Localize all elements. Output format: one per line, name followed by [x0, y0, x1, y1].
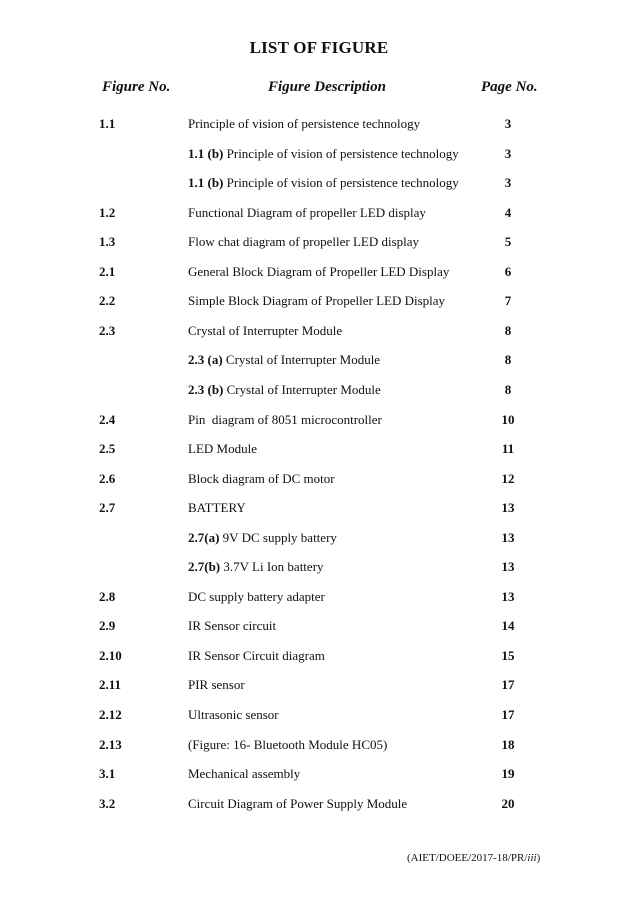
figure-number: 2.7: [99, 500, 116, 515]
header-figure-description: Figure Description: [268, 79, 386, 95]
figure-page-number: 11: [501, 441, 515, 456]
header-page-no: Page No.: [481, 79, 538, 95]
figure-description-text: LED Module: [188, 441, 257, 456]
figure-row: [0, 766, 638, 786]
figure-sub-number: 2.7(b): [188, 559, 221, 574]
figure-page-number: 13: [501, 559, 515, 574]
figure-row: [0, 441, 638, 461]
figure-row: [0, 707, 638, 727]
figure-row: [0, 382, 638, 402]
figure-description-text: Mechanical assembly: [188, 766, 301, 781]
figure-row: [0, 412, 638, 432]
figure-number: 2.8: [99, 589, 116, 604]
figure-description: [188, 146, 459, 162]
figure-page-number: 3: [504, 116, 512, 131]
figure-sub-number: 1.1 (b): [188, 175, 224, 190]
figure-page-number: 8: [504, 352, 512, 367]
figure-number: 2.11: [99, 677, 122, 692]
figure-description: [188, 618, 276, 634]
figure-description-text: Pin diagram of 8051 microcontroller: [188, 412, 382, 427]
figure-description-text: Ultrasonic sensor: [188, 707, 279, 722]
figure-page-number: 18: [501, 737, 515, 752]
figure-sub-number: 2.3 (a): [188, 352, 223, 367]
figure-description-text: Principle of vision of persistence technology: [223, 146, 459, 161]
figure-page-number: 6: [504, 264, 512, 279]
figure-row: [0, 471, 638, 491]
footer-page-roman: iii: [527, 852, 537, 864]
figure-page-number: 8: [504, 323, 512, 338]
figure-description: [188, 293, 445, 309]
figure-number: 2.9: [99, 618, 116, 633]
figure-description: [188, 352, 380, 368]
figure-description: [188, 412, 382, 428]
figure-sub-number: 2.3 (b): [188, 382, 224, 397]
figure-description: [188, 175, 459, 191]
figure-row: [0, 175, 638, 195]
figure-description: [188, 648, 325, 664]
figure-row: [0, 559, 638, 579]
figure-number: 2.10: [99, 648, 122, 663]
figure-description-text: Circuit Diagram of Power Supply Module: [188, 796, 408, 811]
figure-description-text: Flow chat diagram of propeller LED display: [188, 234, 420, 249]
figure-page-number: 19: [501, 766, 515, 781]
figure-description-text: General Block Diagram of Propeller LED Display: [188, 264, 450, 279]
figure-description-text: Block diagram of DC motor: [188, 471, 335, 486]
figure-page-number: 14: [501, 618, 515, 633]
figure-sub-number: 2.7(a): [188, 530, 220, 545]
figure-description: [188, 234, 419, 250]
figure-number: 1.3: [99, 234, 116, 249]
figure-description-text: IR Sensor circuit: [188, 618, 277, 633]
figure-row: [0, 796, 638, 816]
figure-page-number: 3: [504, 175, 512, 190]
figure-row: [0, 618, 638, 638]
figure-description-text: Functional Diagram of propeller LED display: [188, 205, 426, 220]
footer-close: ): [536, 852, 541, 864]
figure-row: [0, 146, 638, 166]
figure-description: [188, 737, 387, 753]
figure-number: 2.2: [99, 293, 116, 308]
figure-description: [188, 471, 335, 487]
figure-description-text: PIR sensor: [188, 677, 245, 692]
figure-number: 1.1: [99, 116, 116, 131]
figure-description: [188, 500, 246, 516]
figure-description: [188, 264, 449, 280]
figure-number: 2.5: [99, 441, 116, 456]
figure-page-number: 3: [504, 146, 512, 161]
figure-description-text: Crystal of Interrupter Module: [188, 323, 343, 338]
figure-row: [0, 323, 638, 343]
page-title: LIST OF FIGURE: [249, 38, 389, 57]
figure-page-number: 8: [504, 382, 512, 397]
figure-description-text: Principle of vision of persistence technology: [188, 116, 421, 131]
footer-ref: (AIET/DOEE/2017-18/PR/: [407, 852, 528, 864]
figure-row: [0, 264, 638, 284]
figure-number: 2.1: [99, 264, 116, 279]
figure-number: 3.2: [99, 796, 116, 811]
figure-description: [188, 441, 257, 457]
figure-page-number: 13: [501, 589, 515, 604]
figure-page-number: 4: [504, 205, 512, 220]
figure-sub-number: 1.1 (b): [188, 146, 224, 161]
figure-description-text: BATTERY: [188, 500, 246, 515]
figure-number: 2.12: [99, 707, 122, 722]
figure-description-text: DC supply battery adapter: [188, 589, 325, 604]
figure-row: [0, 677, 638, 697]
figure-page-number: 13: [501, 530, 515, 545]
figure-description: [188, 205, 426, 221]
figure-number: 2.3: [99, 323, 116, 338]
figure-row: [0, 205, 638, 225]
figure-description: [188, 796, 407, 812]
figure-description-text: Principle of vision of persistence technology: [223, 175, 459, 190]
figure-description: [188, 677, 245, 693]
figure-number: 3.1: [99, 766, 116, 781]
figure-page-number: 15: [501, 648, 515, 663]
figure-number: 1.2: [99, 205, 116, 220]
figure-row: [0, 293, 638, 313]
figure-page-number: 17: [501, 677, 515, 692]
figure-row: [0, 234, 638, 254]
page-footer: [407, 852, 540, 864]
figure-number: 2.4: [99, 412, 116, 427]
figure-description-text: Crystal of Interrupter Module: [223, 382, 381, 397]
figure-description-text: IR Sensor Circuit diagram: [188, 648, 325, 663]
figure-row: [0, 116, 638, 136]
figure-row: [0, 530, 638, 550]
figure-description: [188, 323, 342, 339]
figure-row: [0, 737, 638, 757]
header-figure-no: Figure No.: [102, 79, 171, 95]
figure-description: [188, 707, 279, 723]
figure-page-number: 5: [504, 234, 512, 249]
figure-row: [0, 589, 638, 609]
figure-number: 2.13: [99, 737, 122, 752]
figure-page-number: 7: [504, 293, 512, 308]
figure-description-text: (Figure: 16- Bluetooth Module HC05): [188, 737, 388, 752]
figure-description-text: 3.7V Li Ion battery: [220, 559, 324, 574]
figure-page-number: 13: [501, 500, 515, 515]
figure-page-number: 10: [501, 412, 515, 427]
figure-description: [188, 589, 325, 605]
figure-page-number: 20: [501, 796, 515, 811]
figure-description: [188, 766, 300, 782]
figure-page-number: 17: [501, 707, 515, 722]
figure-number: 2.6: [99, 471, 116, 486]
figure-description: [188, 559, 324, 575]
figure-description: [188, 530, 337, 546]
figure-description-text: Simple Block Diagram of Propeller LED Display: [188, 293, 446, 308]
figure-page-number: 12: [501, 471, 515, 486]
figure-description: [188, 382, 381, 398]
figure-row: [0, 648, 638, 668]
figure-row: [0, 500, 638, 520]
figure-description-text: Crystal of Interrupter Module: [222, 352, 381, 367]
figure-description: [188, 116, 420, 132]
figure-row: [0, 352, 638, 372]
figure-description-text: 9V DC supply battery: [219, 530, 337, 545]
